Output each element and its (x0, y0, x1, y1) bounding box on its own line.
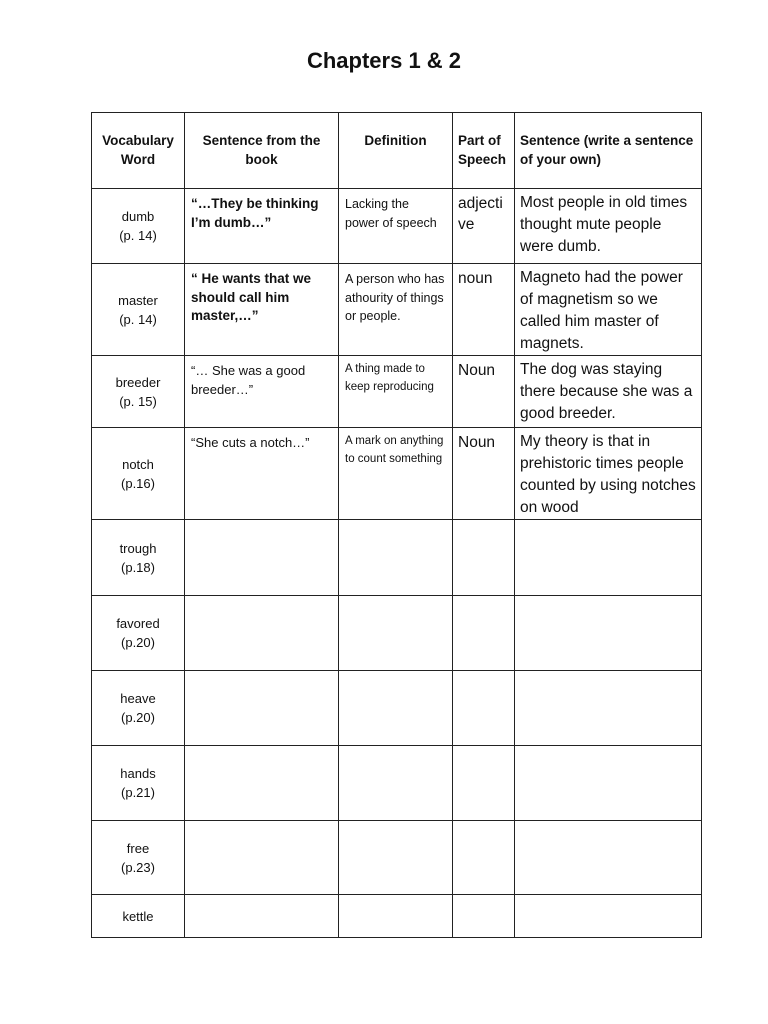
vocab-word: notch (122, 456, 154, 472)
vocab-page: (p.16) (121, 475, 155, 491)
vocab-word-cell (92, 671, 185, 746)
vocab-word-cell (92, 264, 185, 356)
book-sentence-cell[interactable] (185, 895, 339, 938)
book-sentence-cell[interactable]: “ He wants that we should call him master,…” (185, 264, 339, 356)
part-of-speech-cell[interactable] (453, 671, 515, 746)
vocab-word: breeder (115, 374, 161, 390)
vocab-page: (p.20) (121, 710, 155, 725)
table-row (92, 821, 702, 895)
book-sentence-cell[interactable]: “She cuts a notch…” (185, 428, 339, 520)
book-sentence-cell[interactable]: “… She was a good breeder…” (185, 356, 339, 428)
definition-cell[interactable] (339, 895, 453, 938)
vocab-word-cell (92, 189, 185, 264)
own-sentence-cell[interactable]: Most people in old times thought mute people were dumb. (515, 189, 702, 264)
vocab-word-cell (92, 746, 185, 821)
book-sentence-cell[interactable] (185, 520, 339, 596)
vocab-page: (p. 14) (119, 311, 157, 327)
part-of-speech-cell[interactable] (453, 821, 515, 895)
part-of-speech-cell[interactable] (453, 596, 515, 671)
own-sentence-cell[interactable] (515, 895, 702, 938)
table-row (92, 264, 702, 356)
header-vocabulary-word: Vocabulary Word (92, 113, 185, 189)
part-of-speech-cell[interactable]: Noun (453, 356, 515, 428)
definition-cell[interactable]: A mark on anything to count something (339, 428, 453, 520)
page-title: Chapters 1 & 2 (306, 48, 462, 73)
vocab-page: (p.23) (121, 859, 155, 875)
definition-cell[interactable]: Lacking the power of speech (339, 189, 453, 264)
definition-cell[interactable] (339, 746, 453, 821)
vocab-word: hands (120, 766, 156, 781)
vocab-word-cell (92, 895, 185, 938)
table-row (92, 189, 702, 264)
definition-cell[interactable]: A person who has athourity of things or people. (339, 264, 453, 356)
header-part-of-speech: Part of Speech (453, 113, 515, 189)
vocab-word: trough (119, 540, 157, 556)
vocab-page: (p.20) (121, 635, 155, 650)
own-sentence-cell[interactable]: The dog was staying there because she was a good breeder. (515, 356, 702, 428)
definition-cell[interactable] (339, 671, 453, 746)
table-row (92, 520, 702, 596)
definition-cell[interactable] (339, 596, 453, 671)
part-of-speech-cell[interactable]: Noun (453, 428, 515, 520)
vocab-word: heave (120, 691, 156, 706)
own-sentence-cell[interactable]: Magneto had the power of magnetism so we called him master of magnets. (515, 264, 702, 356)
part-of-speech-cell[interactable]: adjective (453, 189, 515, 264)
table-row (92, 428, 702, 520)
vocabulary-table (91, 112, 702, 938)
table-row (92, 671, 702, 746)
vocab-word-cell (92, 520, 185, 596)
vocab-word-cell (92, 821, 185, 895)
vocab-word: favored (116, 616, 160, 631)
vocab-word-cell (92, 428, 185, 520)
own-sentence-cell[interactable] (515, 596, 702, 671)
vocab-page: (p. 15) (119, 393, 157, 409)
table-row (92, 746, 702, 821)
header-definition: Definition (339, 113, 453, 189)
table-row (92, 356, 702, 428)
book-sentence-cell[interactable] (185, 671, 339, 746)
vocab-word: master (118, 292, 158, 308)
own-sentence-cell[interactable] (515, 671, 702, 746)
vocab-word-cell (92, 356, 185, 428)
book-sentence-cell[interactable] (185, 596, 339, 671)
vocab-word-cell (92, 596, 185, 671)
part-of-speech-cell[interactable] (453, 520, 515, 596)
header-sentence-from-book: Sentence from the book (185, 113, 339, 189)
vocab-page: (p.18) (121, 559, 155, 575)
book-sentence-cell[interactable]: “…They be thinking I’m dumb…” (185, 189, 339, 264)
vocab-word: dumb (121, 209, 155, 224)
vocab-word: free (126, 840, 150, 856)
own-sentence-cell[interactable] (515, 520, 702, 596)
vocab-word: kettle (122, 908, 154, 924)
part-of-speech-cell[interactable] (453, 746, 515, 821)
definition-cell[interactable] (339, 520, 453, 596)
book-sentence-cell[interactable] (185, 821, 339, 895)
part-of-speech-cell[interactable] (453, 895, 515, 938)
part-of-speech-cell[interactable]: noun (453, 264, 515, 356)
table-header-row (92, 113, 702, 189)
vocab-page: (p. 14) (119, 228, 157, 243)
vocab-page: (p.21) (121, 785, 155, 800)
own-sentence-cell[interactable]: My theory is that in prehistoric times people counted by using notches on wood (515, 428, 702, 520)
book-sentence-cell[interactable] (185, 746, 339, 821)
own-sentence-cell[interactable] (515, 746, 702, 821)
definition-cell[interactable]: A thing made to keep reproducing (339, 356, 453, 428)
table-row (92, 596, 702, 671)
own-sentence-cell[interactable] (515, 821, 702, 895)
definition-cell[interactable] (339, 821, 453, 895)
table-row (92, 895, 702, 938)
header-own-sentence: Sentence (write a sentence of your own) (515, 113, 702, 189)
